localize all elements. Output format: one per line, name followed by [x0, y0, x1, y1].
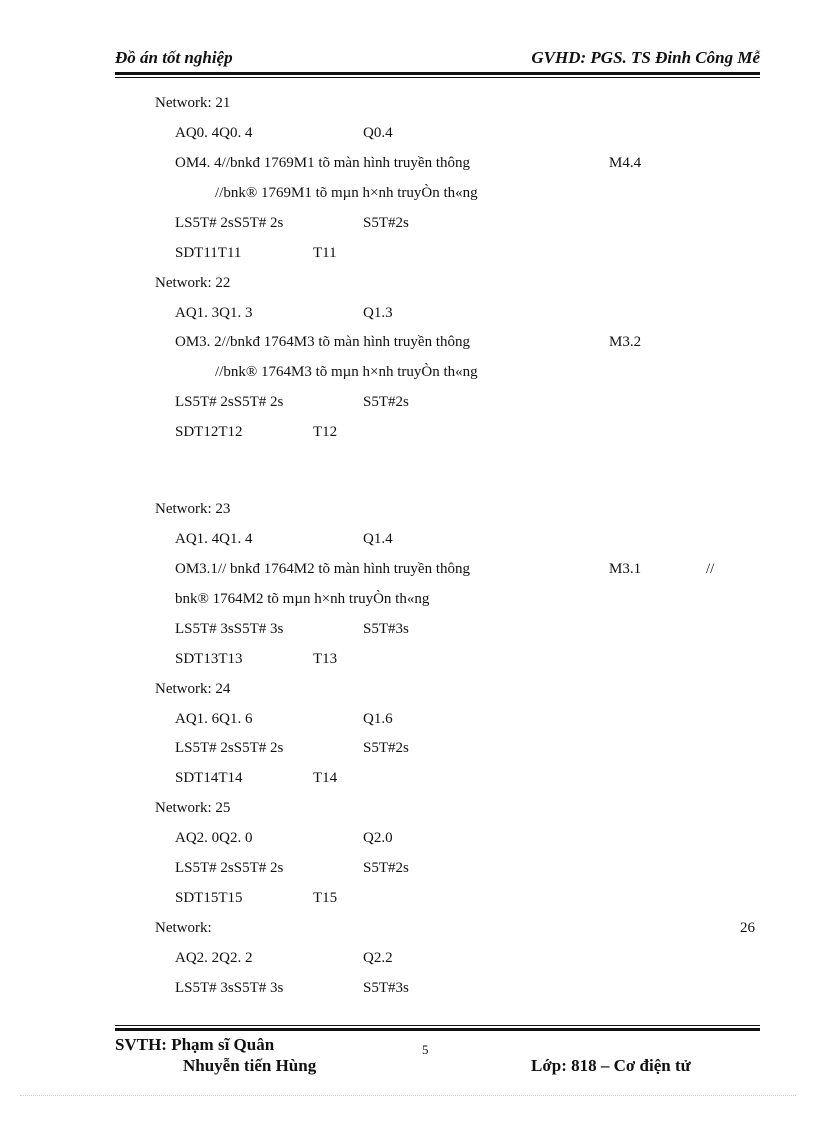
footer-student: SVTH: Phạm sĩ Quân [115, 1035, 275, 1054]
network-label: Network: 25 [155, 800, 231, 816]
code-operand: Q0.4 [363, 125, 393, 141]
code-line: SDT13T13 [175, 651, 243, 667]
header-rule-thin [115, 77, 760, 78]
code-line: LS5T# 2sS5T# 2s [175, 860, 284, 876]
code-operand: S5T#2s [363, 394, 409, 410]
footer-student-2: Nhuyễn tiến Hùng [183, 1056, 317, 1075]
code-operand: Q2.0 [363, 830, 393, 846]
code-line: OM3. 2//bnkđ 1764M3 tõ màn hình truyền thông [175, 334, 470, 350]
code-line: SDT14T14 [175, 770, 243, 786]
code-line: AQ1. 6Q1. 6 [175, 711, 253, 727]
code-line: LS5T# 3sS5T# 3s [175, 980, 284, 996]
code-operand: M3.2 [609, 334, 642, 350]
network-label: Network: [155, 920, 212, 936]
code-line: SDT11T11 [175, 245, 242, 261]
code-operand: S5T#2s [363, 215, 409, 231]
code-operand: T14 [313, 770, 338, 786]
code-line: AQ1. 3Q1. 3 [175, 305, 253, 321]
header-rule [115, 72, 760, 75]
page-header [115, 48, 760, 70]
code-comment: //bnk® 1764M3 tõ mµn h×nh truyÒn th«ng [215, 364, 478, 380]
header-title: Đồ án tốt nghiệp [115, 48, 233, 67]
code-operand: S5T#2s [363, 740, 409, 756]
network-label: Network: 21 [155, 95, 231, 111]
footer-class: Lớp: 818 – Cơ điện tử [531, 1056, 691, 1075]
code-operand: S5T#3s [363, 980, 409, 996]
code-comment-marker: // [706, 561, 715, 577]
code-line: LS5T# 3sS5T# 3s [175, 621, 284, 637]
code-comment: bnk® 1764M2 tõ mµn h×nh truyÒn th«ng [175, 591, 430, 607]
network-label: Network: 24 [155, 681, 231, 697]
code-operand: Q1.3 [363, 305, 393, 321]
code-operand: Q1.4 [363, 531, 393, 547]
code-operand: Q2.2 [363, 950, 393, 966]
code-line: LS5T# 2sS5T# 2s [175, 215, 284, 231]
code-line: AQ1. 4Q1. 4 [175, 531, 253, 547]
footer-rule [115, 1028, 760, 1031]
code-line: SDT12T12 [175, 424, 243, 440]
code-operand: Q1.6 [363, 711, 393, 727]
code-operand: M3.1 [609, 561, 642, 577]
code-operand: T11 [313, 245, 337, 261]
network-label: Network: 22 [155, 275, 231, 291]
code-operand: S5T#3s [363, 621, 409, 637]
page-number: 5 [422, 1042, 429, 1057]
code-line: SDT15T15 [175, 890, 243, 906]
header-advisor: GVHD: PGS. TS Đinh Công Mễ [531, 48, 760, 67]
code-comment: //bnk® 1769M1 tõ mµn h×nh truyÒn th«ng [215, 185, 478, 201]
code-operand: M4.4 [609, 155, 642, 171]
code-line: AQ2. 2Q2. 2 [175, 950, 253, 966]
code-line: AQ0. 4Q0. 4 [175, 125, 253, 141]
code-line: AQ2. 0Q2. 0 [175, 830, 253, 846]
network-label: Network: 23 [155, 501, 231, 517]
code-operand: T15 [313, 890, 338, 906]
network-number: 26 [740, 920, 755, 936]
code-operand: T12 [313, 424, 338, 440]
code-line: LS5T# 2sS5T# 2s [175, 394, 284, 410]
code-operand: T13 [313, 651, 338, 667]
footer-rule-thin [115, 1025, 760, 1026]
code-line: OM4. 4//bnkđ 1769M1 tõ màn hình truyền thông [175, 155, 470, 171]
page-bottom-border [20, 1095, 796, 1096]
code-line: LS5T# 2sS5T# 2s [175, 740, 284, 756]
code-line: OM3.1// bnkđ 1764M2 tõ màn hình truyền thông [175, 561, 470, 577]
code-operand: S5T#2s [363, 860, 409, 876]
